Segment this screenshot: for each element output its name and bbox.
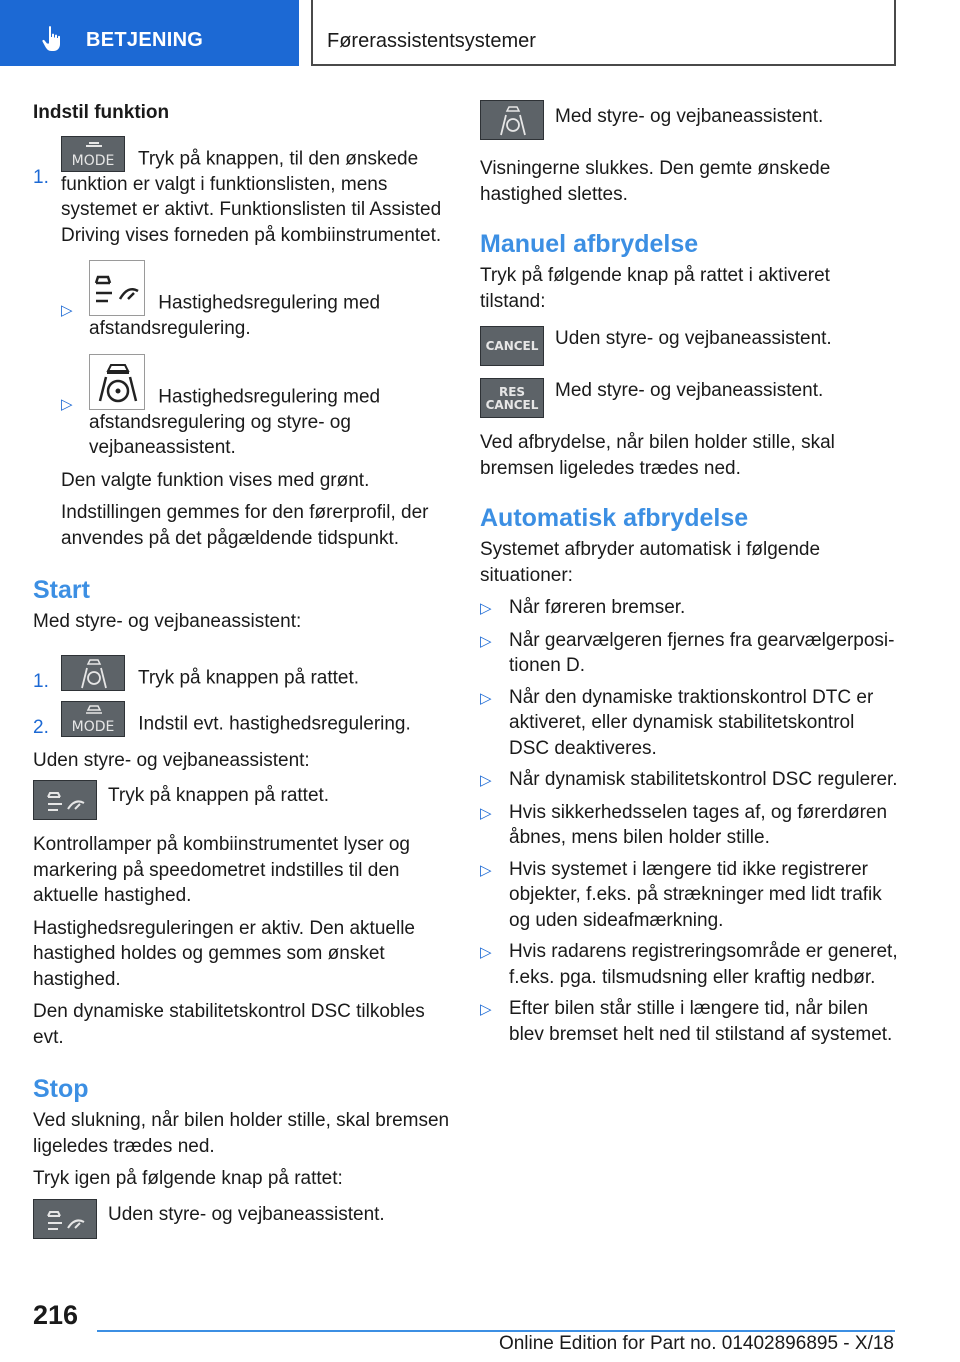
triangle-bullet-icon: ▷ [480,804,492,822]
mode-button-icon: MODE [61,701,125,737]
para-dsc: Den dynamiske stabilitetskontrol DSC tilkobles evt. [33,1001,425,1048]
chapter-tab [311,0,896,66]
heading-stop: Stop [33,1075,89,1103]
cancel-button-icon: CANCEL [480,326,544,366]
right-column [480,100,898,1053]
section-label: BETJENING [86,29,204,51]
triangle-bullet-icon: ▷ [480,600,492,617]
triangle-bullet-icon: ▷ [480,861,492,879]
footer-divider [97,1330,895,1332]
para-active: Hastighedsreguleringen er aktiv. Den aktuelle hastighed holdes og gemmes som ønsket hastighed. [33,917,415,990]
stop-with-row [480,100,898,140]
manual-without-row [480,326,898,366]
para-displays-off: Visningerne slukkes. Den gemte ønskede hastighed slettes. [480,158,831,205]
left-column [33,100,451,1251]
option-acc-steering [61,354,451,461]
auto-p: Systemet afbryder automatisk i følgende situationer: [480,539,821,586]
list-item: ▷ Hvis radarens registreringsområde er generet, f.eks. pga. tilsmudsning eller kraftig nedbør. [480,939,898,990]
steering-assist-button-icon [61,655,125,691]
para-saved: Indstillingen gemmes for den førerprofil, der anvendes på det pågældende tidspunkt. [61,502,429,549]
stop-p1: Ved slukning, når bilen holder stille, skal bremsen ligeledes trædes ned. [33,1110,450,1157]
para-lamps: Kontrollamper på kombiinstrumentet lyser og markering på speedometret indstilles til den aktuelle hastighed. [33,834,411,906]
step-number: 1. [33,670,49,692]
hand-pointer-icon [40,25,64,53]
triangle-bullet-icon: ▷ [480,632,492,650]
stop-without-row [33,1199,451,1239]
list-item: ▷ Når føreren bremser. [480,595,898,622]
list-item: ▷ Når dynamisk stabilitetskontrol DSC regulerer. [480,767,898,794]
stop-with-text: Med styre- og vejbaneassistent. [555,106,824,127]
triangle-bullet-icon: ▷ [480,772,492,789]
triangle-bullet-icon: ▷ [61,395,73,413]
option-acc-text: Hastighedsregulering med afstandsregulering. [89,292,381,339]
heading-manual-cancel: Manuel afbrydelse [480,230,699,258]
edition-info: Online Edition for Part no. 01402896895 - X/18 [498,1333,894,1354]
triangle-bullet-icon: ▷ [480,944,492,961]
start-step-2 [33,701,451,741]
manual-p: Tryk på følgende knap på rattet i aktiveret tilstand: [480,265,830,312]
para-green: Den valgte funktion vises med grønt. [61,469,370,491]
start-step-1 [33,655,451,695]
manual-without-text: Uden styre- og vejbaneassistent. [555,328,832,349]
list-item: ▷ Når den dynamiske traktionskontrol DTC er aktiveret, eller dynamisk stabilitetskontrol DSC deaktiveres. [480,685,898,762]
start-step-1-text: Tryk på knappen på rattet. [137,667,360,688]
stop-without-text: Uden styre- og vejbaneassistent. [108,1203,385,1225]
manual-with-row [480,378,898,418]
option-acc-steering-text: Hastighedsregulering med afstandsregulering og styre- og vejbaneassistent. [89,386,381,458]
list-item: ▷ Hvis sikkerhedsselen tages af, og førerdøren åbnes, mens bilen holder stille. [480,800,898,851]
steering-assist-button-icon [480,100,544,140]
heading-start: Start [33,576,90,604]
acc-button-icon [33,1199,97,1239]
start-without-assist: Uden styre- og vejbaneassistent: [33,749,310,771]
mode-button-icon: MODE [61,136,125,172]
steering-assist-icon [89,354,145,410]
step-1 [33,136,451,249]
auto-cancel-list [480,595,898,1047]
res-cancel-button-icon: RES CANCEL [480,378,544,418]
list-item: ▷ Efter bilen står stille i længere tid, når bilen blev bremset helt ned til stilstand af systemet. [480,996,898,1047]
option-acc [61,260,451,342]
manual-brake: Ved afbrydelse, når bilen holder stille, skal bremsen ligeledes trædes ned. [480,432,835,479]
acc-button-icon [33,780,97,820]
page-number: 216 [33,1300,79,1330]
start-without-button-row [33,780,451,820]
step-number: 2. [33,717,49,738]
triangle-bullet-icon: ▷ [61,302,73,319]
heading-set-function: Indstil funktion [33,102,170,123]
page-header [0,0,960,66]
step-number: 1. [33,166,49,188]
start-without-text: Tryk på knappen på rattet. [108,785,330,806]
stop-p2: Tryk igen på følgende knap på rattet: [33,1168,343,1189]
start-step-2-text: Indstil evt. hastighedsregulering. [138,713,411,735]
heading-auto-cancel: Automatisk afbrydelse [480,504,749,532]
section-tab[interactable] [0,0,299,66]
chapter-label: Førerassistentsystemer [327,30,536,52]
triangle-bullet-icon: ▷ [480,1001,492,1018]
list-item: ▷ Hvis systemet i længere tid ikke registrerer objekter, f.eks. på strækninger med lidt trafik og uden sideafmærkning. [480,857,898,934]
list-item: ▷ Når gearvælgeren fjernes fra gearvælgerpositionen D. [480,628,898,679]
step-1-text: Tryk på knappen, til den ønskede funktion er valgt i funktionslisten, mens systemet er aktivt. Funktionslisten til Assisted Driving vises forneden på kombiinstrumentet. [61,148,442,246]
triangle-bullet-icon: ▷ [480,689,492,707]
acc-distance-icon [89,260,145,316]
start-with-assist: Med styre- og vejbaneassistent: [33,611,302,632]
manual-with-text: Med styre- og vejbaneassistent. [555,380,824,401]
